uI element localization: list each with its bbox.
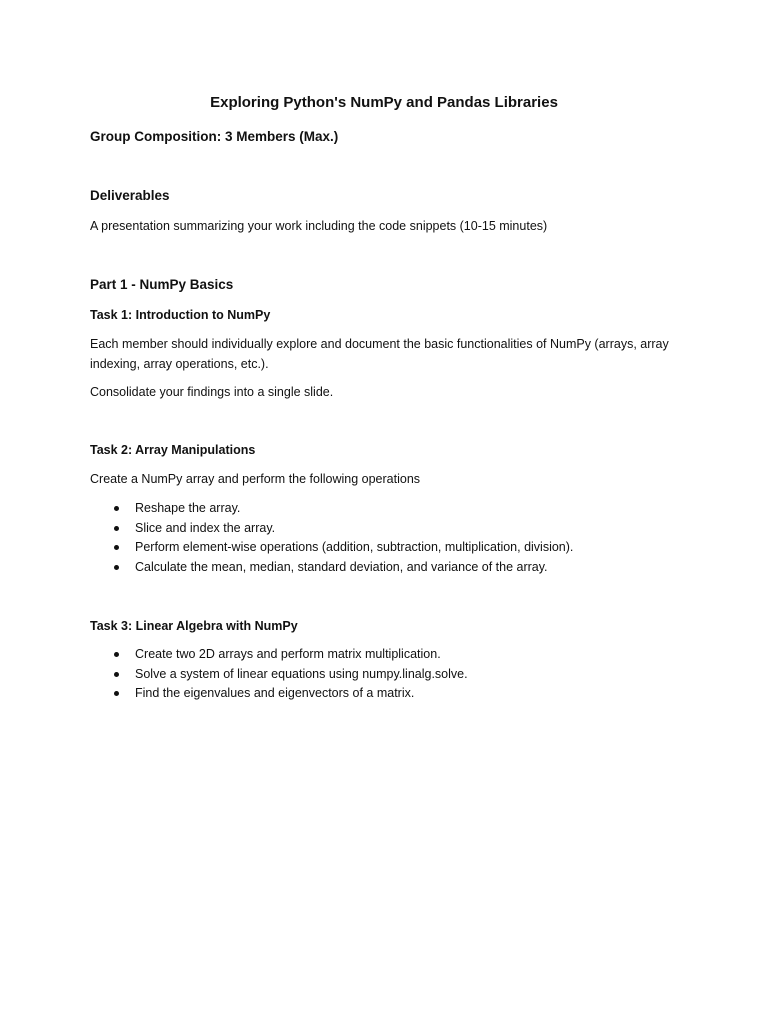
list-item xyxy=(90,499,573,519)
deliverables-heading: Deliverables xyxy=(90,188,170,203)
list-item-text: Create two 2D arrays and perform matrix multiplication. xyxy=(135,647,441,661)
bullet-icon xyxy=(114,565,119,570)
list-item xyxy=(90,645,468,665)
bullet-icon xyxy=(114,672,119,677)
task1-heading: Task 1: Introduction to NumPy xyxy=(90,308,271,322)
bullet-icon xyxy=(114,506,119,511)
list-item-text: Reshape the array. xyxy=(135,501,241,515)
document-title: Exploring Python's NumPy and Pandas Libraries xyxy=(210,94,558,111)
bullet-icon xyxy=(114,652,119,657)
bullet-icon xyxy=(114,526,119,531)
list-item xyxy=(90,538,573,558)
bullet-icon xyxy=(114,545,119,550)
list-item xyxy=(90,558,573,578)
list-item-text: Solve a system of linear equations using numpy.linalg.solve. xyxy=(135,666,468,681)
list-item xyxy=(90,684,468,704)
task1-paragraph-1: Each member should individually explore and document the basic functionalities of NumPy (arrays, array indexing, array operations, etc.). xyxy=(90,337,669,371)
deliverables-text: A presentation summarizing your work including the code snippets (10-15 minutes) xyxy=(90,219,548,233)
list-item-text: Slice and index the array. xyxy=(135,520,276,535)
task1-paragraph-2: Consolidate your findings into a single slide. xyxy=(90,385,334,399)
group-composition: Group Composition: 3 Members (Max.) xyxy=(90,129,339,144)
list-item-text: Perform element-wise operations (addition, subtraction, multiplication, division). xyxy=(135,540,574,554)
task2-intro: Create a NumPy array and perform the following operations xyxy=(90,472,421,486)
task2-heading: Task 2: Array Manipulations xyxy=(90,443,256,457)
bullet-icon xyxy=(114,691,119,696)
list-item xyxy=(90,665,468,685)
task3-list xyxy=(90,645,468,704)
part1-heading: Part 1 - NumPy Basics xyxy=(90,277,234,292)
task3-heading: Task 3: Linear Algebra with NumPy xyxy=(90,619,298,633)
task2-list xyxy=(90,499,573,577)
list-item-text: Calculate the mean, median, standard deviation, and variance of the array. xyxy=(135,559,548,574)
list-item-text: Find the eigenvalues and eigenvectors of a matrix. xyxy=(135,686,415,700)
list-item xyxy=(90,519,573,539)
